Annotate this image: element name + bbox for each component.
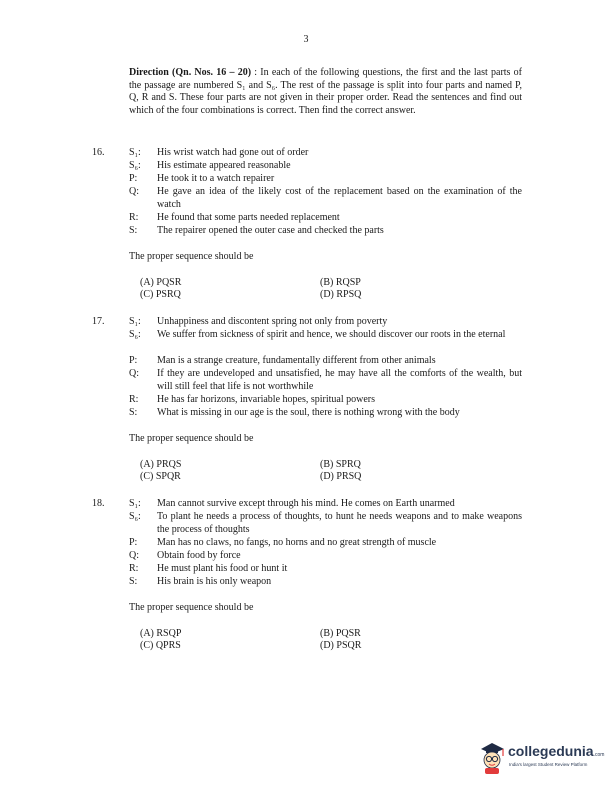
sequence-prompt: The proper sequence should be [129,433,254,444]
option-b[interactable]: (B) RQSP [320,277,361,288]
question-number: 18. [92,498,105,509]
option-d[interactable]: (D) PRSQ [320,471,362,482]
option-c[interactable]: (C) SPQR [140,471,181,482]
option-b[interactable]: (B) SPRQ [320,459,361,470]
option-a[interactable]: (A) PRQS [140,459,182,470]
logo-tagline: India's largest Student Review Platform [509,762,588,767]
student-mascot-icon [478,740,506,774]
logo-wordmark: collegedunia.com [508,743,605,759]
option-c[interactable]: (C) PSRQ [140,289,181,300]
option-b[interactable]: (B) PQSR [320,628,361,639]
option-d[interactable]: (D) PSQR [320,640,362,651]
option-d[interactable]: (D) RPSQ [320,289,362,300]
option-c[interactable]: (C) QPRS [140,640,181,651]
direction-text: : In each of the following questions, the first and the last parts of the passage are numbered S₁ and S₆. The rest of the passage is split into four parts and named P, Q, R and S. These four parts are not given in their proper order. Read the sentences and find out which of the four combinations is correct. Then find the correct answer. [129,67,523,116]
option-a[interactable]: (A) PQSR [140,277,182,288]
question-number: 17. [92,316,105,327]
collegedunia-logo [478,736,608,782]
sequence-prompt: The proper sequence should be [129,602,254,613]
direction-paragraph [129,67,522,117]
option-a[interactable]: (A) RSQP [140,628,182,639]
sequence-prompt: The proper sequence should be [129,251,254,262]
direction-label: Direction (Qn. Nos. 16 – 20) [129,67,252,78]
question-number: 16. [92,147,105,158]
page-number: 3 [303,34,309,45]
